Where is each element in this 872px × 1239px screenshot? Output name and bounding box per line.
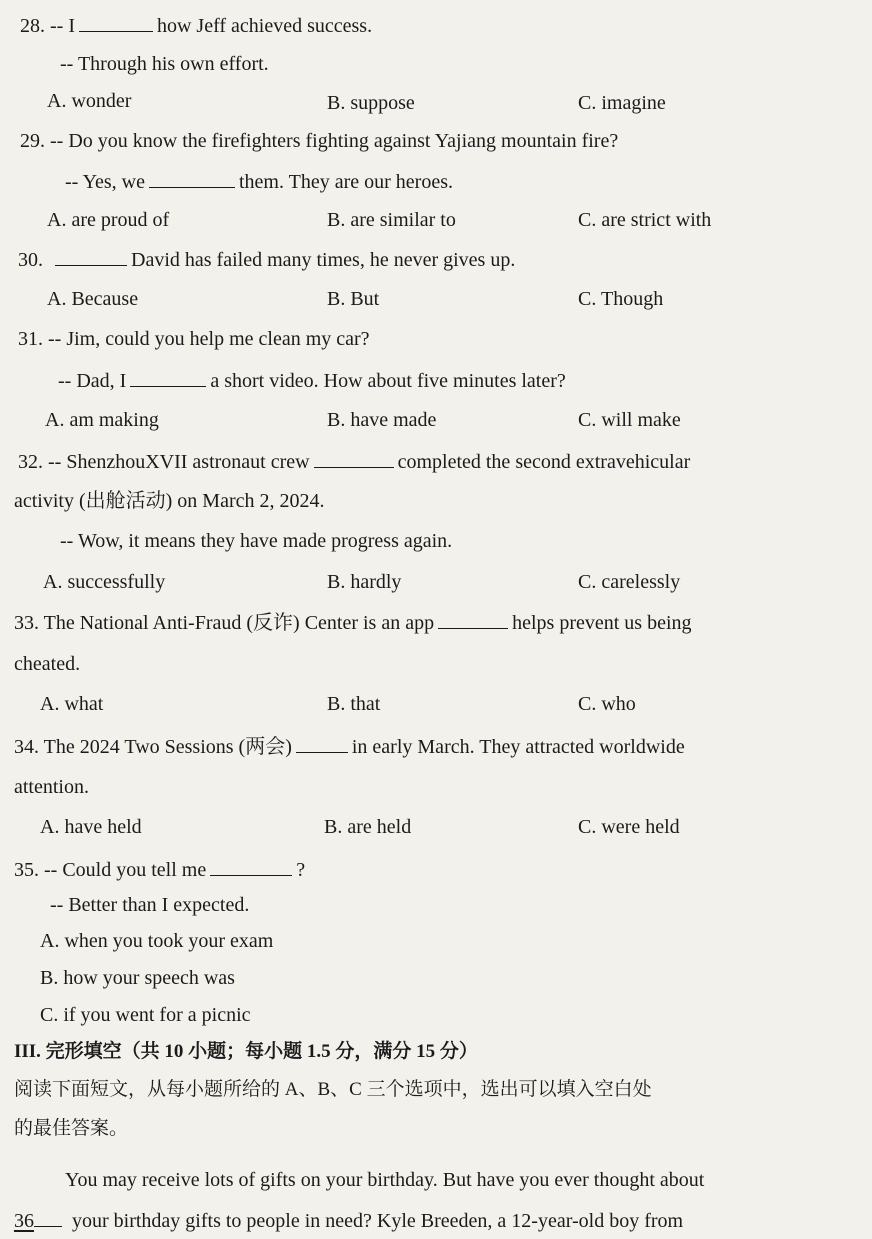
question-31-reply: -- Dad, I a short video. How about five minutes later? bbox=[58, 370, 566, 392]
section-instructions: 阅读下面短文，从每小题所给的 A、B、C 三个选项中，选出可以填入空白处 bbox=[14, 1079, 652, 1100]
question-28-stem: 28. -- I how Jeff achieved success. bbox=[20, 15, 373, 37]
blank-number: 36 bbox=[14, 1210, 34, 1232]
option-a: A. wonder bbox=[47, 90, 132, 112]
option-a: A. are proud of bbox=[47, 209, 170, 231]
answer-blank bbox=[296, 734, 348, 753]
question-30-stem: 30. David has failed many times, he never gives up. bbox=[18, 249, 516, 271]
option-b: B. suppose bbox=[327, 92, 415, 114]
option-b: B. are similar to bbox=[327, 209, 456, 231]
question-31-stem: 31. -- Jim, could you help me clean my car? bbox=[18, 328, 370, 350]
passage-line-1: You may receive lots of gifts on your birthday. But have you ever thought about bbox=[65, 1169, 705, 1191]
option-c: C. were held bbox=[578, 816, 680, 838]
question-29-reply: -- Yes, we them. They are our heroes. bbox=[65, 171, 453, 193]
option-a: A. what bbox=[40, 693, 104, 715]
option-b: B. have made bbox=[327, 409, 437, 431]
answer-blank bbox=[55, 247, 127, 266]
question-33-stem: 33. The National Anti-Fraud (反诈) Center is an app helps prevent us being bbox=[14, 612, 692, 634]
question-32-stem: 32. -- ShenzhouXVII astronaut crew completed the second extravehicular bbox=[18, 451, 691, 473]
question-number: 30. bbox=[18, 249, 43, 271]
option-c: C. who bbox=[578, 693, 636, 715]
option-b: B. that bbox=[327, 693, 381, 715]
option-b: B. hardly bbox=[327, 571, 402, 593]
answer-blank bbox=[314, 449, 394, 468]
question-32-reply: -- Wow, it means they have made progress again. bbox=[60, 530, 453, 552]
question-29-stem: 29. -- Do you know the firefighters fighting against Yajiang mountain fire? bbox=[20, 130, 619, 152]
question-28-reply: -- Through his own effort. bbox=[60, 53, 269, 75]
option-a: A. when you took your exam bbox=[40, 930, 274, 952]
answer-blank bbox=[79, 13, 153, 32]
answer-blank bbox=[438, 610, 508, 629]
question-34-continuation: attention. bbox=[14, 776, 89, 798]
question-35-stem: 35. -- Could you tell me ? bbox=[14, 859, 306, 881]
answer-blank bbox=[130, 368, 206, 387]
option-c: C. Though bbox=[578, 288, 664, 310]
answer-blank bbox=[210, 857, 292, 876]
option-a: A. Because bbox=[47, 288, 139, 310]
option-b: B. But bbox=[327, 288, 380, 310]
option-b: B. how your speech was bbox=[40, 967, 235, 989]
section-heading: III. 完形填空（共 10 小题；每小题 1.5 分，满分 15 分） bbox=[14, 1041, 478, 1062]
option-a: A. am making bbox=[45, 409, 159, 431]
option-c: C. are strict with bbox=[578, 209, 712, 231]
question-33-continuation: cheated. bbox=[14, 653, 81, 675]
question-number: 28. bbox=[20, 15, 45, 37]
question-35-reply: -- Better than I expected. bbox=[50, 894, 250, 916]
option-c: C. carelessly bbox=[578, 571, 681, 593]
question-34-stem: 34. The 2024 Two Sessions (两会) in early March. They attracted worldwide bbox=[14, 736, 685, 758]
passage-line-2: 36 your birthday gifts to people in need? Kyle Breeden, a 12-year-old boy from bbox=[14, 1210, 684, 1232]
answer-blank bbox=[149, 169, 235, 188]
answer-blank bbox=[34, 1208, 62, 1227]
option-b: B. are held bbox=[324, 816, 412, 838]
option-c: C. will make bbox=[578, 409, 681, 431]
option-a: A. have held bbox=[40, 816, 142, 838]
option-a: A. successfully bbox=[43, 571, 166, 593]
section-instructions-continued: 的最佳答案。 bbox=[14, 1118, 129, 1139]
option-c: C. if you went for a picnic bbox=[40, 1004, 251, 1026]
option-c: C. imagine bbox=[578, 92, 666, 114]
question-32-continuation: activity (出舱活动) on March 2, 2024. bbox=[14, 490, 325, 512]
